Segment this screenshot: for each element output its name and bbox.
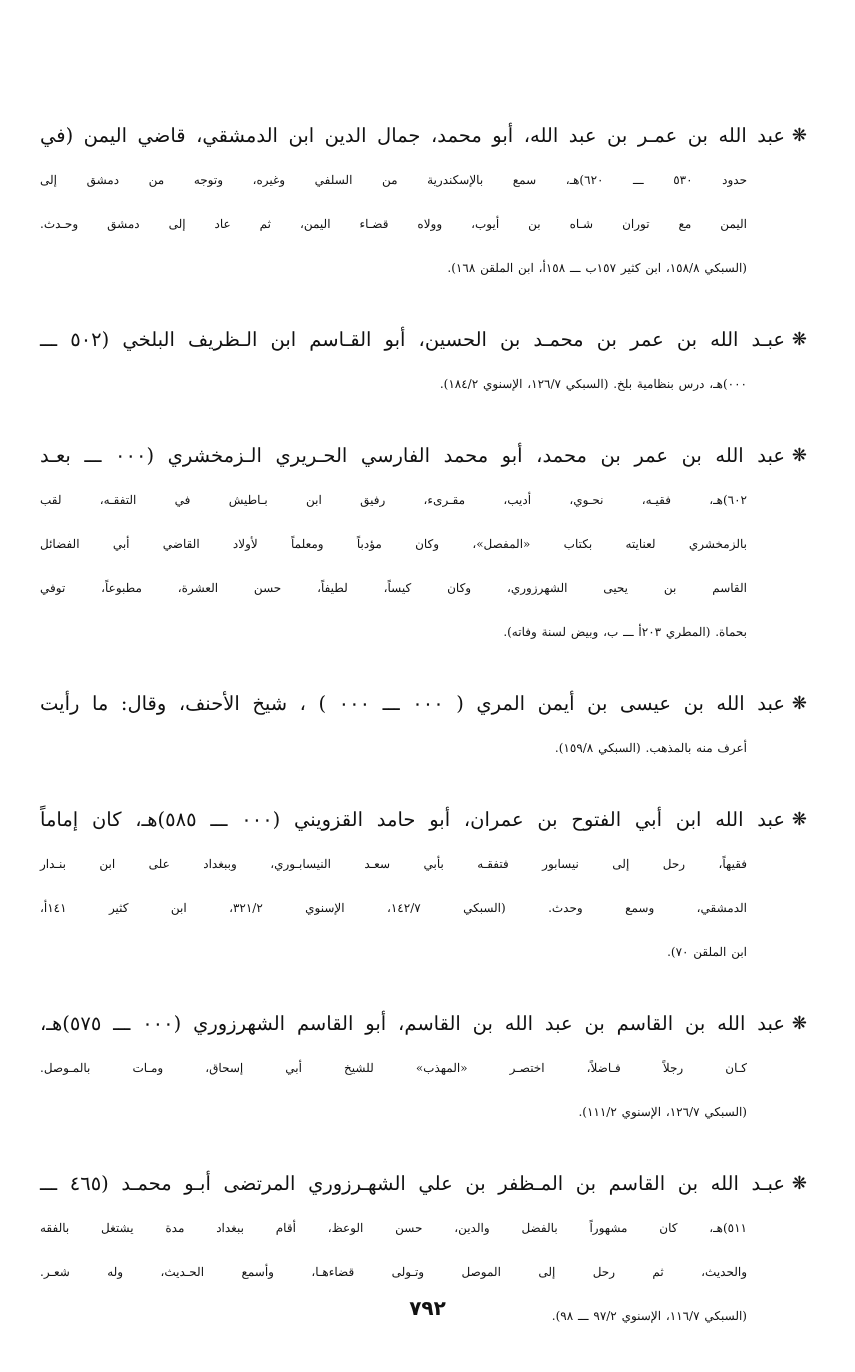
entry-line: عبد الله بن عيسى بن أيمن المري ( ٠٠٠ ـــ ٠٠٠ ) ، شيخ الأحنف، وقال: ما رأيت [40,692,785,715]
entry-line: عبد الله بن عمـر بن عبد الله، أبو محمد، جمال الدين ابن الدمشقي، قاضي اليمن (في [40,124,785,147]
asterisk-bullet-icon: ❋ [791,1013,807,1034]
entry-line: (السبكي ١١٦/٧، الإسنوي ٩٧/٢ ـــ ٩٨). [551,1309,747,1323]
asterisk-bullet-icon: ❋ [791,125,807,146]
biography-entries [40,114,807,1338]
entry-line: فقيهاً، رحل إلى نيسابور فتفقـه بأبي سعـد النيسابـوري، وببغداد على ابن بنـدار [40,857,747,871]
entry-line: والحديث، ثم رحل إلى الموصل وتـولى قضاءهـا، وأسمع الحـديث، وله شعـر. [40,1265,747,1279]
entry-line: أعرف منه بالمذهب. (السبكي ١٥٩/٨). [554,741,747,755]
entry-line: عبد الله بن القاسم بن عبد الله بن القاسم، أبو القاسم الشهرزوري (٠٠٠ ـــ ٥٧٥)هـ، [40,1012,785,1035]
entry-line: بحماة. (المطري ٢٠٣أ ـــ ب، وبيض لسنة وفاته). [503,625,747,639]
entry [40,318,807,406]
entry [40,1002,807,1134]
entry-line: عبد الله ابن أبي الفتوح بن عمران، أبو حامد القزويني (٠٠٠ ـــ ٥٨٥)هـ، كان إماماً [40,808,785,831]
asterisk-bullet-icon: ❋ [791,445,807,466]
entry [40,434,807,654]
entry-line: كـان رجلاً فـاضلاً، اختصـر «المهذب» للشيخ أبي إسحاق، ومـات بالمـوصل. [40,1061,747,1075]
entry-line: ٥١١)هـ، كان مشهوراً بالفضل والدين، حسن الوعظ، أقام ببغداد مدة يشتغل بالفقه [40,1221,747,1235]
entry-line: القاسم بن يحيى الشهرزوري، وكان كيساً، لطيفاً، حسن العشرة، مطبوعاً، توفي [40,581,747,595]
entry-line: عبـد الله بن عمر بن محمـد بن الحسين، أبو القـاسم ابن الـظريف البلخي (٥٠٢ ـــ [40,328,785,351]
entry-line: بالزمخشري لعنايته بكتاب «المفصل»، وكان مؤدباً ومعلماً لأولاد القاضي أبي الفضائل [40,537,748,551]
entry-line: حدود ٥٣٠ ـــ ٦٢٠)هـ، سمع بالإسكندرية من السلفي وغيره، وتوجه من دمشق إلى [40,173,747,187]
page-number: ٧٩٢ [409,1296,446,1320]
entry-line: الدمشقي، وسمع وحدث. (السبكي ١٤٢/٧، الإسنوي ٣٢١/٢، ابن كثير ١٤١أ، [40,901,747,915]
entry-line: اليمن مع توران شـاه بن أيوب، وولاه قضـاء اليمن، ثم عاد إلى دمشق وحـدث. [40,217,747,231]
asterisk-bullet-icon: ❋ [791,809,807,830]
entry-line: (السبكي ١٢٦/٧، الإسنوي ١١١/٢). [578,1105,747,1119]
entry-line: عبد الله بن عمر بن محمد، أبو محمد الفارسي الحـريري الـزمخشري (٠٠٠ ـــ بعـد [40,444,785,467]
entry [40,114,807,290]
entry-line: ابن الملقن ٧٠). [667,945,747,959]
entry [40,798,807,974]
entry-line: (السبكي ١٥٨/٨، ابن كثير ١٥٧ب ـــ ١٥٨أ، ابن الملقن ١٦٨). [447,261,747,275]
entry [40,682,807,770]
asterisk-bullet-icon: ❋ [791,1173,807,1194]
entry-line: ٦٠٢)هـ، فقيـه، نحـوي، أديب، مقـرىء، رفيق ابن بـاطيش في التفقـه، لقب [40,493,747,507]
asterisk-bullet-icon: ❋ [791,693,807,714]
entry-line: عبـد الله بن القاسم بن المـظفر بن علي الشهـرزوري المرتضى أبـو محمـد (٤٦٥ ـــ [40,1172,785,1195]
entry-line: ٠٠٠)هـ، درس بنظامية بلخ. (السبكي ١٢٦/٧، الإسنوي ١٨٤/٢). [439,377,747,391]
asterisk-bullet-icon: ❋ [791,329,807,350]
